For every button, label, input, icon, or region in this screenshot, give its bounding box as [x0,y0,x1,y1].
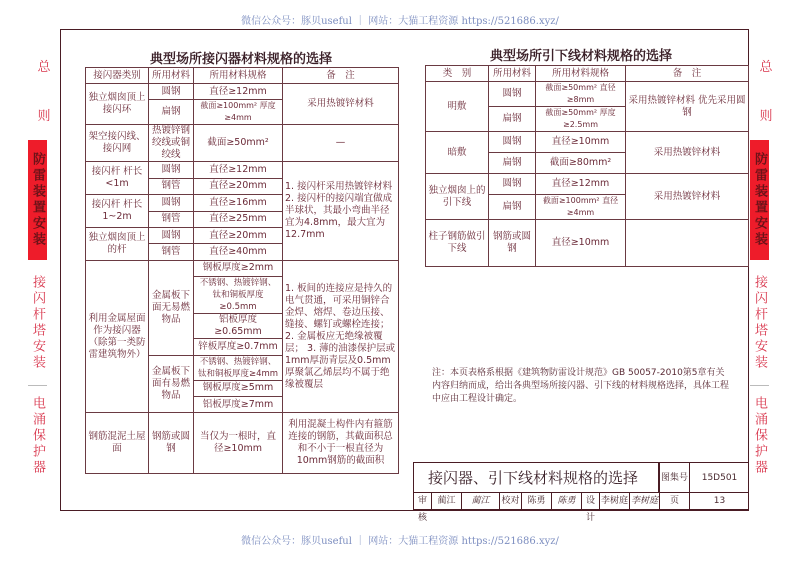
col-header: 所用材料 [489,66,536,82]
spec-cell: 直径≥20mm [194,178,283,194]
material-cell: 圆钢 [489,132,536,153]
side-tabs-left [28,40,60,486]
footnote: 注：本页表格系根据《建筑物防雷设计规范》GB 50057-2010第5章有关内容归纳而成，给出各典型场所接闪器、引下线的材料规格选择，具体工程中应由工程设计确定。 [432,368,730,404]
category-cell: 接闪杆 杆长<1m [86,162,149,195]
watermark-top: 微信公众号：豚贝useful ｜ 网站：大猫工程资源 https://521686.xyz/ [241,16,559,27]
table-row [86,413,399,474]
material-cell: 钢筋或圆钢 [149,413,194,474]
category-cell: 明敷 [426,82,489,132]
note-cell: 采用热镀锌材料 优先采用圆钢 [626,82,749,132]
spec-cell: 直径≥16mm [194,195,283,211]
material-cell: 圆钢 [149,195,194,211]
category-cell: 独立烟囱上的引下线 [426,174,489,220]
tab-char: 则 [759,109,773,124]
spec-cell: 铝板厚度≥7mm [194,396,283,412]
table-row [426,82,749,107]
material-cell: 热镀锌钢绞线或铜绞线 [149,125,194,162]
spec-cell: 不锈钢、热镀锌钢、钛和铜板厚度≥4mm [194,355,283,380]
page-label: 页 [659,493,689,510]
material-cell: 圆钢 [149,227,194,243]
tab-spd[interactable]: 电涌保护器 [750,385,769,486]
check-label: 校对 [499,493,521,510]
material-cell: 钢管 [149,178,194,194]
spec-cell: 直径≥25mm [194,211,283,227]
category-cell: 暗敷 [426,132,489,174]
col-header: 类 别 [426,66,489,82]
atlas-number: 15D501 [689,463,749,493]
material-cell: 圆钢 [149,84,194,100]
table-row [86,84,399,100]
note-cell: — [283,125,399,162]
table-row [426,220,749,267]
tab-general[interactable] [28,40,60,140]
tab-char: 则 [37,109,51,124]
spec-cell: 截面≥50mm² 直径≥8mm [536,82,626,107]
category-cell: 钢筋混泥土屋面 [86,413,149,474]
material-cell: 扁钢 [149,100,194,125]
review-label: 审核 [417,496,427,523]
material-cell: 扁钢 [489,153,536,174]
table-header [426,66,749,82]
table-row [86,260,399,276]
spec-cell: 铝板厚度≥0.65mm [194,314,283,339]
material-cell: 扁钢 [489,107,536,132]
spec-cell: 当仅为一根时，直径≥10mm [194,413,283,474]
tab-lightning-protection[interactable]: 防雷装置安装 [750,140,769,260]
table-row [86,162,399,178]
spec-cell: 直径≥10mm [536,220,626,267]
col-header: 备 注 [626,66,749,82]
tab-char: 总 [759,60,773,75]
tab-rod-tower[interactable]: 接闪杆塔安装 [752,274,767,371]
category-cell: 接闪杆 杆长1~2m [86,195,149,228]
col-header: 接闪器类别 [86,68,149,84]
spec-cell: 截面≥50mm² 厚度≥2.5mm [536,107,626,132]
note-cell: 采用热镀锌材料 [283,84,399,125]
material-cell: 圆钢 [489,82,536,107]
side-tabs-right [750,40,782,486]
atlas-label: 图集号 [659,463,689,493]
reviewer-name: 蔺江 [431,493,461,510]
material-cell: 金属板下面无易燃物品 [149,260,194,355]
spec-cell: 直径≥10mm [536,132,626,153]
spec-cell: 直径≥40mm [194,244,283,260]
spec-cell: 直径≥12mm [194,84,283,100]
spec-cell: 截面≥100mm² 直径≥4mm [536,195,626,220]
material-cell: 圆钢 [149,162,194,178]
table-header [86,68,399,84]
design-label: 设计 [581,493,599,510]
spec-cell: 不锈钢、热镀锌钢、钛和铜板厚度≥0.5mm [194,277,283,314]
table-row [426,132,749,153]
tab-lightning-protection[interactable]: 防雷装置安装 [28,140,47,260]
category-cell: 柱子钢筋做引下线 [426,220,489,267]
right-table-title: 典型场所引下线材料规格的选择 [490,49,673,64]
down-conductor-table [425,65,749,267]
material-cell: 圆钢 [489,174,536,195]
left-table-title: 典型场所接闪器材料规格的选择 [150,52,333,67]
reviewer-signature: 蔺江 [461,493,499,510]
spec-cell: 截面≥50mm² [194,125,283,162]
tab-char: 总 [37,60,51,75]
category-cell: 独立烟囱顶上接闪环 [86,84,149,125]
title-block [413,462,748,523]
category-cell: 利用金属屋面作为接闪器（除第一类防雷建筑物外） [86,260,149,413]
designer-name: 李树庭 [599,493,629,510]
tab-spd[interactable]: 电涌保护器 [28,385,47,486]
material-cell: 钢管 [149,244,194,260]
spec-cell: 锌板厚度≥0.7mm [194,339,283,355]
table-row [426,174,749,195]
air-terminal-table [85,67,399,474]
checker-name: 陈勇 [521,493,551,510]
note-cell: 1. 板间的连接应是持久的电气贯通，可采用铜锌合金焊、熔焊、卷边压接、缝接、螺钉或螺栓连接； 2. 金属板应无绝缘被覆层； 3. 薄的油漆保护层或1mm厚沥青层及0.5mm厚聚氯乙烯层均不属于绝缘被覆层 [283,260,399,413]
spec-cell: 直径≥12mm [194,162,283,178]
spec-cell: 钢板厚度≥5mm [194,380,283,396]
drawing-title: 接闪器、引下线材料规格的选择 [414,463,659,493]
material-cell: 金属板下面有易燃物品 [149,355,194,413]
category-cell: 独立烟囱顶上的杆 [86,227,149,260]
material-cell: 钢筋或圆钢 [489,220,536,267]
spec-cell: 截面≥80mm² [536,153,626,174]
note-cell: 1. 接闪杆采用热镀锌材料 2. 接闪杆的接闪端宜做成半球状，其最小弯曲半径宜为4.8mm，最大宜为12.7mm [283,162,399,260]
spec-cell: 直径≥12mm [536,174,626,195]
table-row [86,125,399,162]
tab-rod-tower[interactable]: 接闪杆塔安装 [30,274,45,371]
col-header: 备 注 [283,68,399,84]
col-header: 所用材料规格 [194,68,283,84]
note-cell [626,220,749,267]
page-number: 13 [689,493,749,510]
note-cell: 采用热镀锌材料 [626,174,749,220]
material-cell: 扁钢 [489,195,536,220]
spec-cell: 直径≥20mm [194,227,283,243]
note-cell: 利用混凝土构件内有箍筋连接的钢筋，其截面积总和不小于一根直径为10mm钢筋的截面积 [283,413,399,474]
designer-signature: 李树庭 [629,493,659,510]
material-cell: 钢管 [149,211,194,227]
col-header: 所用材料规格 [536,66,626,82]
col-header: 所用材料 [149,68,194,84]
spec-cell: 截面≥100mm² 厚度≥4mm [194,100,283,125]
watermark-bottom: 微信公众号：豚贝useful ｜ 网站：大猫工程资源 https://521686.xyz/ [241,536,559,547]
spec-cell: 钢板厚度≥2mm [194,260,283,276]
note-cell: 采用热镀锌材料 [626,132,749,174]
tab-general[interactable] [750,40,782,140]
checker-signature: 陈勇 [551,493,581,510]
category-cell: 架空接闪线、接闪网 [86,125,149,162]
